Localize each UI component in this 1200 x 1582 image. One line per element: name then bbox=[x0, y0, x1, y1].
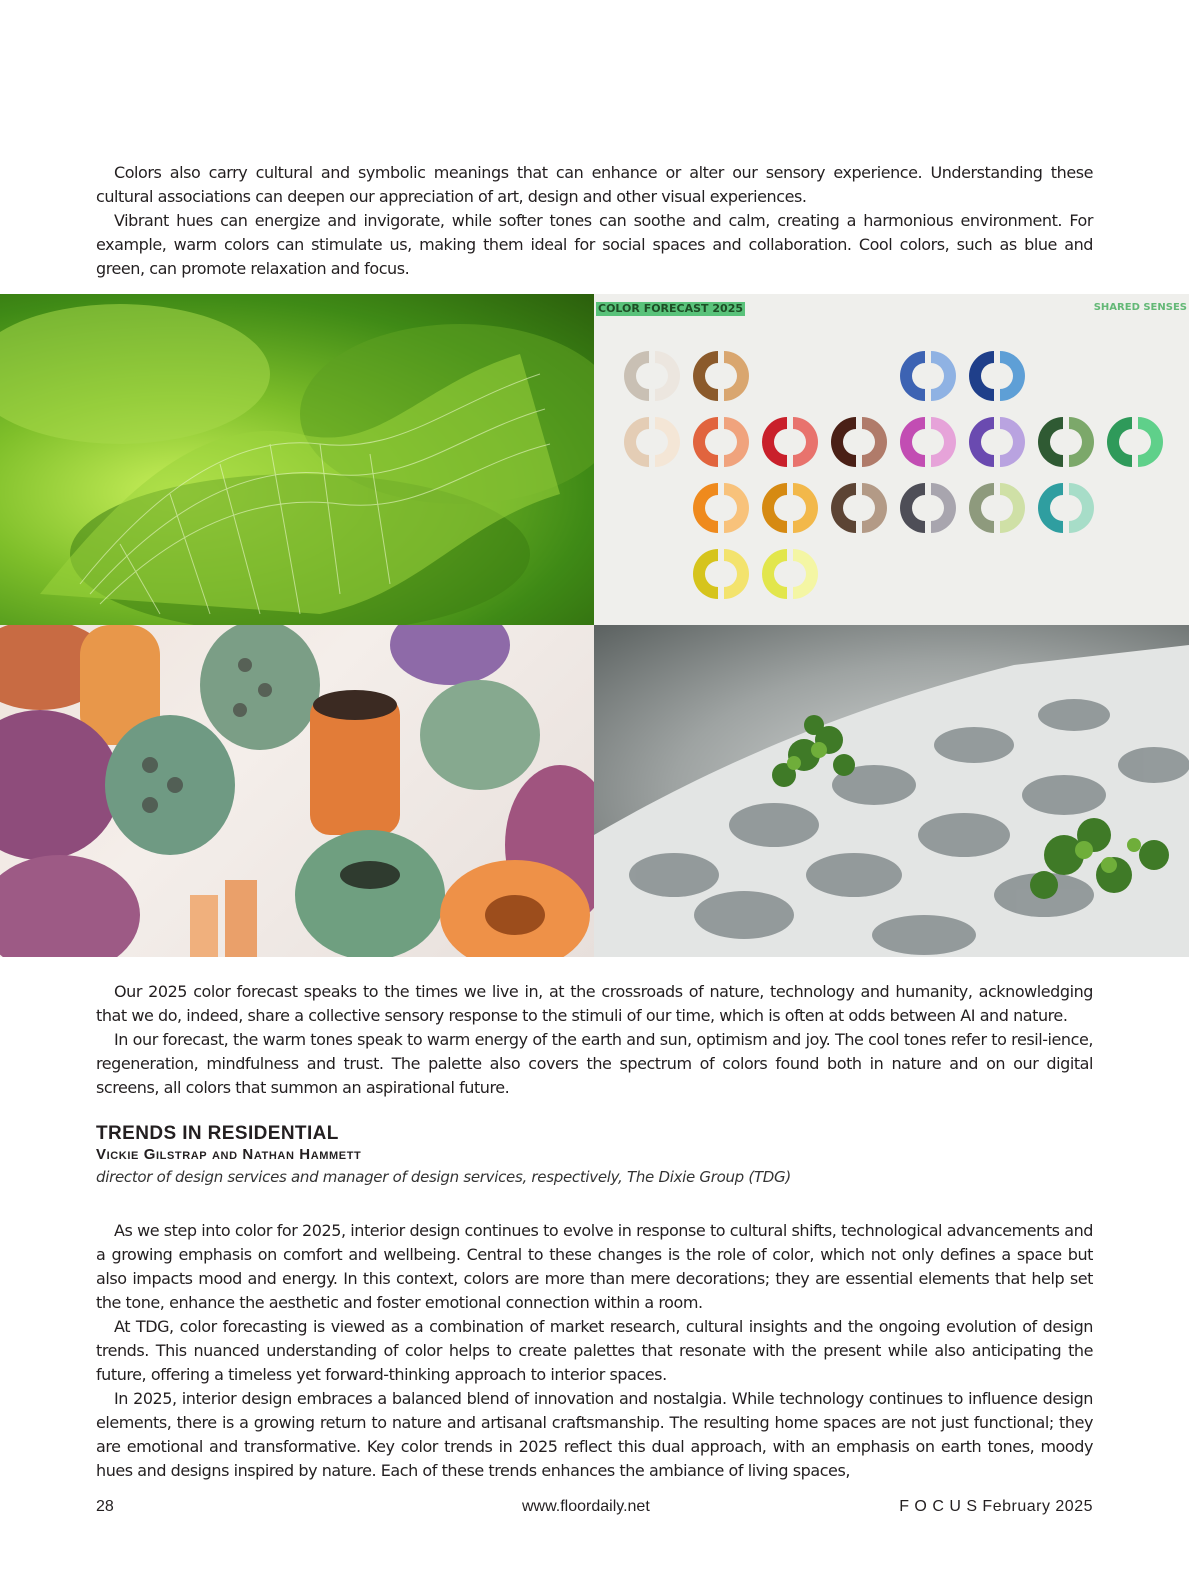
photo-grid bbox=[0, 294, 1189, 957]
swatch-half bbox=[693, 351, 718, 401]
swatch-half bbox=[1069, 483, 1094, 533]
intro-text bbox=[96, 161, 1093, 281]
swatch-half bbox=[762, 549, 787, 599]
swatch-half bbox=[931, 483, 956, 533]
lattice-illustration bbox=[594, 625, 1189, 957]
palette-tag: SHARED SENSES bbox=[1093, 302, 1187, 313]
forecast-text bbox=[96, 980, 1093, 1100]
swatch-half bbox=[862, 483, 887, 533]
body-paragraph: In 2025, interior design embraces a balanced blend of innovation and nostalgia. While technology continues to influence design elements, there is a growing return to nature and artisanal craftsmanship. The resulting home spaces are not just functional; they are emotional and transformative. Key color trends in 2025 reflect this dual approach, with an emphasis on earth tones, moody hues and designs inspired by nature. Each of these trends enhances the ambiance of living spaces, bbox=[96, 1389, 1093, 1480]
swatch-half bbox=[1000, 351, 1025, 401]
swatch-half bbox=[724, 417, 749, 467]
swatch-half bbox=[793, 483, 818, 533]
green-lettuce-photo bbox=[0, 294, 594, 625]
swatch-half bbox=[969, 417, 994, 467]
body-paragraph: As we step into color for 2025, interior design continues to evolve in response to cultural shifts, technological advancements and a growing emphasis on comfort and wellbeing. Central to these changes is the role of color, which not only defines a space but also impacts mood and energy. In this context, colors are more than mere decorations; they are essential elements that help set the tone, enhance the aesthetic and foster emotional connection within a room. bbox=[96, 1221, 1093, 1312]
swatch-half bbox=[931, 351, 956, 401]
swatch-half bbox=[862, 417, 887, 467]
swatch-half bbox=[831, 417, 856, 467]
swatch-half bbox=[831, 483, 856, 533]
article-body bbox=[96, 1219, 1093, 1483]
swatch-half bbox=[969, 483, 994, 533]
swatch-half bbox=[693, 417, 718, 467]
swatch-half bbox=[724, 549, 749, 599]
palette-title: COLOR FORECAST 2025 bbox=[598, 302, 743, 315]
swatch-half bbox=[900, 417, 925, 467]
body-paragraph: At TDG, color forecasting is viewed as a combination of market research, cultural insights and the ongoing evolution of design trends. This nuanced understanding of color helps to create palettes that resonate with the present while also anticipating the future, offering a timeless yet forward-thinking approach to interior spaces. bbox=[96, 1317, 1093, 1384]
author-role: director of design services and manager of design services, respectively, The Dixie Group (TDG) bbox=[96, 1168, 791, 1186]
swatch-half bbox=[762, 417, 787, 467]
swatch-half bbox=[693, 483, 718, 533]
page-number: 28 bbox=[96, 1498, 114, 1515]
swatch-half bbox=[793, 417, 818, 467]
white-lattice-plants-photo bbox=[594, 625, 1189, 957]
swatch-half bbox=[693, 549, 718, 599]
swatch-half bbox=[900, 483, 925, 533]
swatch-half bbox=[793, 549, 818, 599]
swatch-half bbox=[655, 351, 680, 401]
swatch-half bbox=[1038, 417, 1063, 467]
swatch-half bbox=[624, 417, 649, 467]
color-forecast-palette bbox=[594, 294, 1189, 625]
swatch-half bbox=[1038, 483, 1063, 533]
swatch-half bbox=[724, 351, 749, 401]
swatch-half bbox=[1000, 483, 1025, 533]
swatch-half bbox=[1138, 417, 1163, 467]
swatch-half bbox=[655, 417, 680, 467]
footer-url[interactable]: www.floordaily.net bbox=[522, 1498, 650, 1515]
section-header bbox=[96, 1123, 791, 1189]
swatch-half bbox=[931, 417, 956, 467]
forecast-paragraph: In our forecast, the warm tones speak to warm energy of the earth and sun, optimism and joy. The cool tones refer to resil-ience, regeneration, mindfulness and trust. The palette also covers the spectrum of colors found both in nature and on our digital screens, all colors that summon an aspirational future. bbox=[96, 1030, 1093, 1097]
lettuce-illustration bbox=[0, 294, 594, 625]
ceramics-illustration bbox=[0, 625, 594, 957]
magazine-issue: F O C U S February 2025 bbox=[899, 1498, 1093, 1515]
swatch-half bbox=[624, 351, 649, 401]
color-ring-swatches bbox=[594, 294, 1189, 625]
intro-paragraph: Colors also carry cultural and symbolic meanings that can enhance or alter our sensory experience. Understanding these cultural associations can deepen our appreciation of art, design and other visual experiences. bbox=[96, 163, 1093, 206]
section-authors: Vickie Gilstrap and Nathan Hammett bbox=[96, 1146, 362, 1163]
swatch-half bbox=[1069, 417, 1094, 467]
swatch-half bbox=[724, 483, 749, 533]
section-title: TRENDS IN RESIDENTIAL bbox=[96, 1123, 339, 1144]
swatch-half bbox=[1107, 417, 1132, 467]
swatch-half bbox=[969, 351, 994, 401]
swatch-half bbox=[900, 351, 925, 401]
forecast-paragraph: Our 2025 color forecast speaks to the times we live in, at the crossroads of nature, technology and humanity, acknowledging that we do, indeed, share a collective sensory response to the stimuli of our time, which is often at odds between AI and nature. bbox=[96, 982, 1093, 1025]
intro-paragraph: Vibrant hues can energize and invigorate, while softer tones can soothe and calm, creating a harmonious environment. For example, warm colors can stimulate us, making them ideal for social spaces and collaboration. Cool colors, such as blue and green, can promote relaxation and focus. bbox=[96, 211, 1093, 278]
ceramic-objects-photo bbox=[0, 625, 594, 957]
swatch-half bbox=[762, 483, 787, 533]
swatch-half bbox=[1000, 417, 1025, 467]
